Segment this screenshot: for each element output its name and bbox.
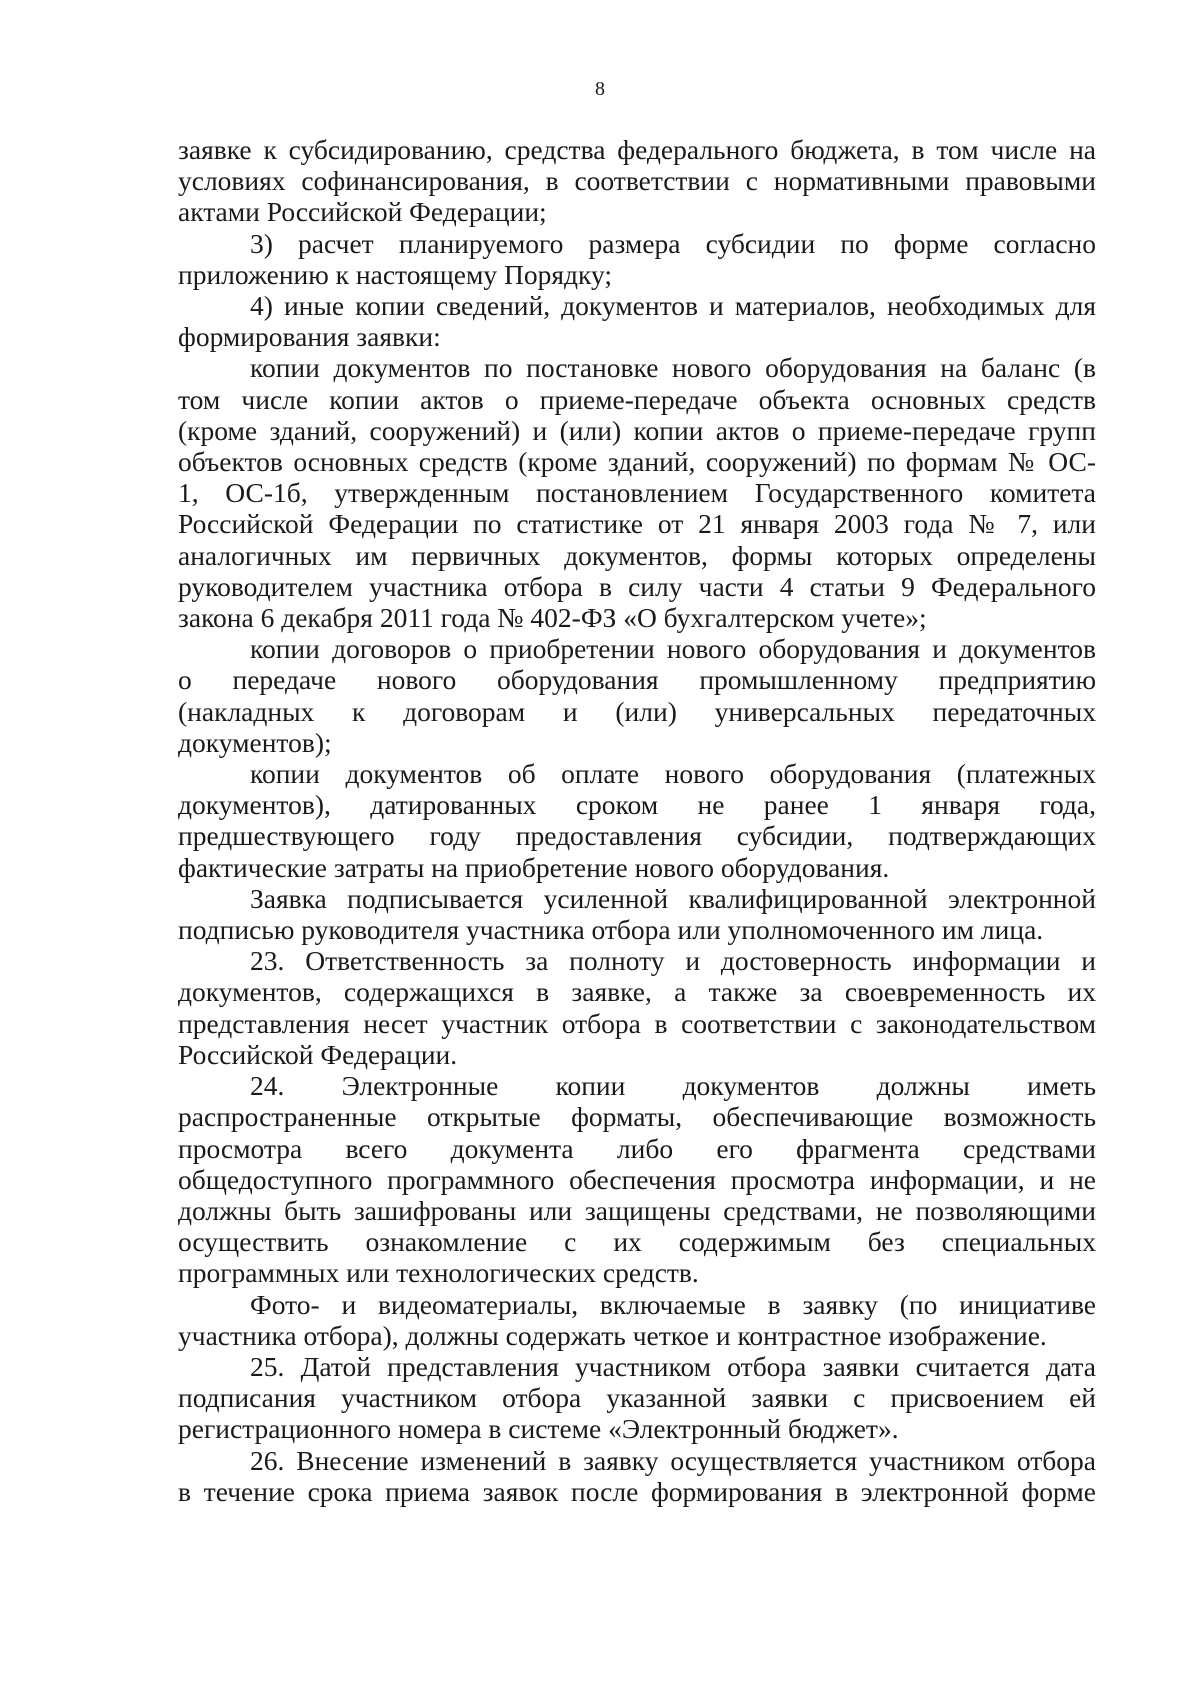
- paragraph-9-line-4: общедоступного программного обеспечения просмотра информации, и не: [178, 1163, 1096, 1195]
- paragraph-10-line-1: Фото- и видеоматериалы, включаемые в заявку (по инициативе: [250, 1288, 1096, 1320]
- paragraph-5-line-1: копии договоров о приобретении нового оборудования и документов: [250, 633, 1096, 665]
- paragraph-1-line-1: заявке к субсидированию, средства федерального бюджета, в том числе на: [178, 134, 1096, 165]
- paragraph-9-line-1: 24. Электронные копии документов должны иметь: [250, 1070, 1096, 1102]
- paragraph-1-line-3: актами Российской Федерации;: [178, 196, 547, 228]
- paragraph-4-line-5: 1, ОС-1б, утвержденным постановлением Государственного комитета: [178, 477, 1096, 509]
- paragraph-4-line-7: аналогичных им первичных документов, формы которых определены: [178, 539, 1096, 571]
- paragraph-12-line-2: в течение срока приема заявок после формирования в электронной форме: [178, 1475, 1096, 1507]
- paragraph-1-line-2: условиях софинансирования, в соответствии с нормативными правовыми: [178, 165, 1096, 197]
- paragraph-5-line-4: документов);: [178, 726, 332, 758]
- paragraph-9-line-5: должны быть зашифрованы или защищены средствами, не позволяющими: [178, 1194, 1096, 1226]
- paragraph-4-line-2: том числе копии актов о приеме-передаче объекта основных средств: [178, 383, 1096, 415]
- paragraph-4-line-8: руководителем участника отбора в силу части 4 статьи 9 Федерального: [178, 570, 1096, 602]
- paragraph-11-line-1: 25. Датой представления участником отбора заявки считается дата: [250, 1350, 1096, 1382]
- paragraph-9-line-6: осуществить ознакомление с их содержимым без специальных: [178, 1226, 1096, 1258]
- document-body: [178, 134, 1096, 1507]
- paragraph-3-line-2: формирования заявки:: [178, 321, 441, 353]
- paragraph-4-line-9: закона 6 декабря 2011 года № 402-ФЗ «О бухгалтерском учете»;: [178, 602, 927, 634]
- paragraph-2-line-2: приложению к настоящему Порядку;: [178, 258, 612, 290]
- paragraph-7-line-2: подписью руководителя участника отбора или уполномоченного им лица.: [178, 914, 1044, 946]
- paragraph-9-line-2: распространенные открытые форматы, обеспечивающие возможность: [178, 1101, 1096, 1133]
- paragraph-4-line-6: Российской Федерации по статистике от 21 января 2003 года № 7, или: [178, 508, 1096, 540]
- paragraph-9-line-3: просмотра всего документа либо его фрагмента средствами: [178, 1132, 1096, 1164]
- paragraph-3-line-1: 4) иные копии сведений, документов и материалов, необходимых для: [250, 290, 1096, 322]
- paragraph-5-line-2: о передаче нового оборудования промышленному предприятию: [178, 664, 1096, 696]
- paragraph-6-line-4: фактические затраты на приобретение нового оборудования.: [178, 851, 890, 883]
- paragraph-2-line-1: 3) расчет планируемого размера субсидии по форме согласно: [250, 227, 1096, 259]
- paragraph-8-line-2: документов, содержащихся в заявке, а также за своевременность их: [178, 976, 1096, 1008]
- paragraph-6-line-3: предшествующего году предоставления субсидии, подтверждающих: [178, 820, 1096, 852]
- paragraph-11-line-2: подписания участником отбора указанной заявки с присвоением ей: [178, 1382, 1096, 1414]
- paragraph-7-line-1: Заявка подписывается усиленной квалифицированной электронной: [250, 882, 1096, 914]
- paragraph-12-line-1: 26. Внесение изменений в заявку осуществляется участником отбора: [250, 1444, 1096, 1476]
- paragraph-8-line-1: 23. Ответственность за полноту и достоверность информации и: [250, 945, 1096, 977]
- paragraph-4-line-1: копии документов по постановке нового оборудования на баланс (в: [250, 352, 1096, 384]
- paragraph-4-line-4: объектов основных средств (кроме зданий, сооружений) по формам № ОС-: [178, 446, 1096, 478]
- paragraph-5-line-3: (накладных к договорам и (или) универсальных передаточных: [178, 695, 1096, 727]
- paragraph-10-line-2: участника отбора), должны содержать четкое и контрастное изображение.: [178, 1319, 1047, 1351]
- paragraph-9-line-7: программных или технологических средств.: [178, 1257, 699, 1289]
- paragraph-8-line-3: представления несет участник отбора в соответствии с законодательством: [178, 1007, 1096, 1039]
- paragraph-8-line-4: Российской Федерации.: [178, 1038, 458, 1070]
- page-number: 8: [595, 78, 605, 100]
- paragraph-11-line-3: регистрационного номера в системе «Электронный бюджет».: [178, 1413, 899, 1445]
- paragraph-6-line-1: копии документов об оплате нового оборудования (платежных: [250, 758, 1096, 790]
- paragraph-4-line-3: (кроме зданий, сооружений) и (или) копии актов о приеме-передаче групп: [178, 414, 1096, 446]
- paragraph-6-line-2: документов), датированных сроком не ранее 1 января года,: [178, 789, 1096, 821]
